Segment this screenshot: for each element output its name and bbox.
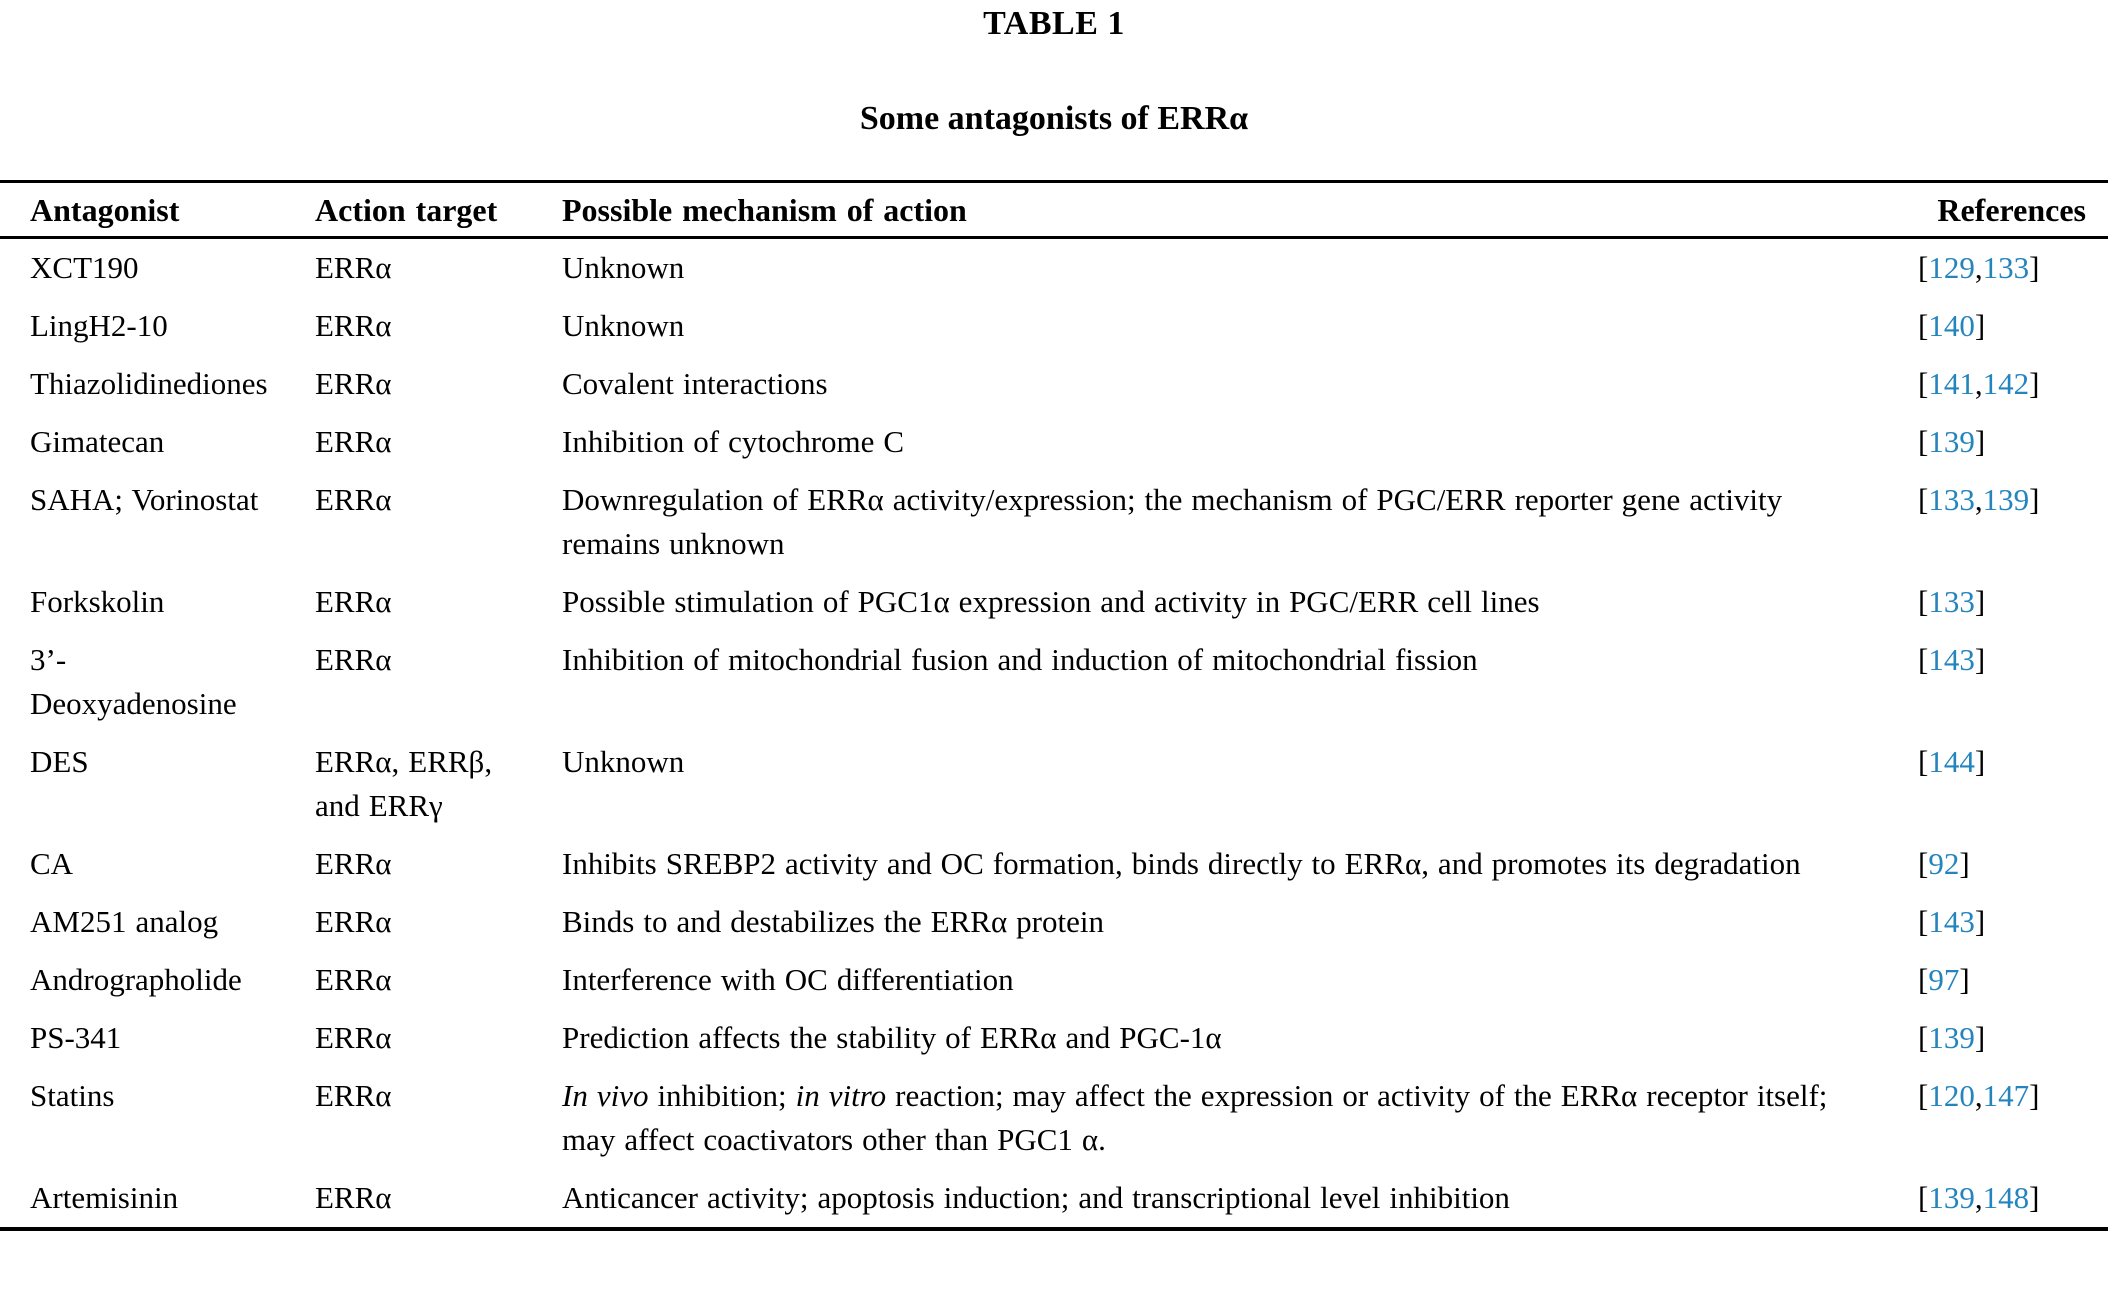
column-header-action-target: Action target: [315, 182, 562, 238]
mechanism-text: inhibition;: [648, 1078, 796, 1113]
mechanism-cell: [562, 893, 1918, 951]
references-cell: [129,133]: [1918, 250, 2040, 285]
table-row: [0, 1169, 2108, 1229]
reference-link[interactable]: 140: [1928, 308, 1975, 343]
mechanism-text: Binds to and destabilizes the ERRα protein: [562, 904, 1104, 939]
mechanism-text: reaction; may affect the expression or activity of the ERRα receptor itself; may affect coactivators other than PGC1 α.: [562, 1078, 1828, 1157]
table-label: TABLE 1: [983, 5, 1125, 42]
mechanism-cell: [562, 413, 1918, 471]
antagonist-cell: SAHA; Vorinostat: [30, 482, 259, 517]
references-cell: [144]: [1918, 744, 1986, 779]
table-row: [0, 413, 2108, 471]
action-target-cell: ERRα: [315, 366, 392, 401]
reference-link[interactable]: 120: [1928, 1078, 1975, 1113]
action-target-cell: ERRα: [315, 584, 392, 619]
references-cell: [140]: [1918, 308, 1986, 343]
mechanism-cell: [562, 733, 1918, 835]
table-row: [0, 1009, 2108, 1067]
reference-link[interactable]: 97: [1928, 962, 1960, 997]
column-header-antagonist: Antagonist: [0, 182, 315, 238]
mechanism-text: Unknown: [562, 308, 685, 343]
mechanism-text: Anticancer activity; apoptosis induction; and transcriptional level inhibition: [562, 1180, 1510, 1215]
table-body: [0, 238, 2108, 1230]
table-header-row: [0, 182, 2108, 238]
references-cell: [143]: [1918, 904, 1986, 939]
mechanism-text: Unknown: [562, 744, 685, 779]
reference-link[interactable]: 139: [1928, 1020, 1975, 1055]
column-header-mechanism: Possible mechanism of action: [562, 182, 1918, 238]
mechanism-cell: [562, 238, 1918, 298]
references-cell: [143]: [1918, 642, 1986, 677]
references-cell: [120,147]: [1918, 1078, 2040, 1113]
antagonist-cell: Gimatecan: [30, 424, 165, 459]
action-target-cell: ERRα: [315, 642, 392, 677]
table-row: [0, 471, 2108, 573]
antagonist-cell: PS-341: [30, 1020, 122, 1055]
antagonist-cell: AM251 analog: [30, 904, 219, 939]
mechanism-cell: [562, 631, 1918, 733]
action-target-cell: ERRα: [315, 846, 392, 881]
mechanism-text-italic: In vivo: [562, 1078, 649, 1113]
references-cell: [139]: [1918, 1020, 1986, 1055]
mechanism-text: Prediction affects the stability of ERRα and PGC-1α: [562, 1020, 1222, 1055]
table-row: [0, 355, 2108, 413]
reference-link[interactable]: 139: [1928, 424, 1975, 459]
references-cell: [139,148]: [1918, 1169, 2108, 1229]
mechanism-text: Inhibits SREBP2 activity and OC formation, binds directly to ERRα, and promotes its degradation: [562, 846, 1801, 881]
references-cell: [97]: [1918, 962, 1970, 997]
antagonist-cell: DES: [30, 744, 89, 779]
table-row: [0, 951, 2108, 1009]
references-cell: [92]: [1918, 846, 1970, 881]
reference-link[interactable]: 92: [1928, 846, 1960, 881]
mechanism-cell: [562, 1169, 1918, 1229]
table-row: [0, 1067, 2108, 1169]
reference-link[interactable]: 129: [1928, 250, 1975, 285]
mechanism-cell: [562, 471, 1918, 573]
action-target-cell: ERRα: [315, 1169, 562, 1229]
reference-link[interactable]: 144: [1928, 744, 1975, 779]
mechanism-cell: [562, 835, 1918, 893]
reference-link[interactable]: 133: [1928, 584, 1975, 619]
mechanism-cell: [562, 1009, 1918, 1067]
column-header-references: References: [1918, 182, 2108, 238]
reference-link[interactable]: 133: [1982, 250, 2030, 285]
references-cell: [141,142]: [1918, 366, 2040, 401]
mechanism-cell: [562, 573, 1918, 631]
table-row: [0, 631, 2108, 733]
mechanism-text: Possible stimulation of PGC1α expression and activity in PGC/ERR cell lines: [562, 584, 1540, 619]
mechanism-cell: [562, 355, 1918, 413]
mechanism-text: Interference with OC differentiation: [562, 962, 1014, 997]
action-target-cell: ERRα, ERRβ, and ERRγ: [315, 744, 493, 823]
table-row: [0, 573, 2108, 631]
references-cell: [139]: [1918, 424, 1986, 459]
reference-link[interactable]: 143: [1928, 904, 1975, 939]
table-header: [0, 182, 2108, 238]
mechanism-text: Unknown: [562, 250, 685, 285]
antagonist-cell: Artemisinin: [0, 1169, 315, 1229]
antagonists-table: [0, 180, 2108, 1231]
reference-link[interactable]: 142: [1982, 366, 2030, 401]
antagonist-cell: Forkskolin: [30, 584, 165, 619]
mechanism-text: Inhibition of cytochrome C: [562, 424, 905, 459]
mechanism-text: Downregulation of ERRα activity/expression; the mechanism of PGC/ERR reporter gene activity remains unknown: [562, 482, 1783, 561]
table-row: [0, 835, 2108, 893]
antagonist-cell: XCT190: [30, 250, 139, 285]
table-row: [0, 238, 2108, 298]
reference-link[interactable]: 147: [1982, 1078, 2030, 1113]
mechanism-text: Covalent interactions: [562, 366, 828, 401]
action-target-cell: ERRα: [315, 250, 392, 285]
mechanism-text-italic: in vitro: [795, 1078, 887, 1113]
reference-link[interactable]: 141: [1928, 366, 1975, 401]
antagonist-cell: Thiazolidinediones: [30, 366, 268, 401]
reference-link[interactable]: 148: [1982, 1180, 2030, 1215]
mechanism-cell: [562, 297, 1918, 355]
mechanism-cell: [562, 951, 1918, 1009]
antagonist-cell: CA: [30, 846, 74, 881]
table-row: [0, 893, 2108, 951]
action-target-cell: ERRα: [315, 424, 392, 459]
references-cell: [133,139]: [1918, 482, 2040, 517]
antagonist-cell: Andrographolide: [30, 962, 242, 997]
table-row: [0, 297, 2108, 355]
antagonist-cell: 3’- Deoxyadenosine: [30, 642, 237, 721]
antagonist-cell: LingH2-10: [30, 308, 168, 343]
action-target-cell: ERRα: [315, 1020, 392, 1055]
mechanism-text: Inhibition of mitochondrial fusion and induction of mitochondrial fission: [562, 642, 1478, 677]
reference-link[interactable]: 133: [1928, 482, 1975, 517]
mechanism-cell: [562, 1067, 1918, 1169]
action-target-cell: ERRα: [315, 308, 392, 343]
reference-link[interactable]: 139: [1982, 482, 2030, 517]
action-target-cell: ERRα: [315, 482, 392, 517]
reference-link[interactable]: 143: [1928, 642, 1975, 677]
antagonist-cell: Statins: [30, 1078, 115, 1113]
table-row: [0, 733, 2108, 835]
action-target-cell: ERRα: [315, 1078, 392, 1113]
action-target-cell: ERRα: [315, 904, 392, 939]
reference-link[interactable]: 139: [1928, 1180, 1975, 1215]
action-target-cell: ERRα: [315, 962, 392, 997]
table-caption: Some antagonists of ERRα: [859, 100, 1249, 137]
references-cell: [133]: [1918, 584, 1986, 619]
